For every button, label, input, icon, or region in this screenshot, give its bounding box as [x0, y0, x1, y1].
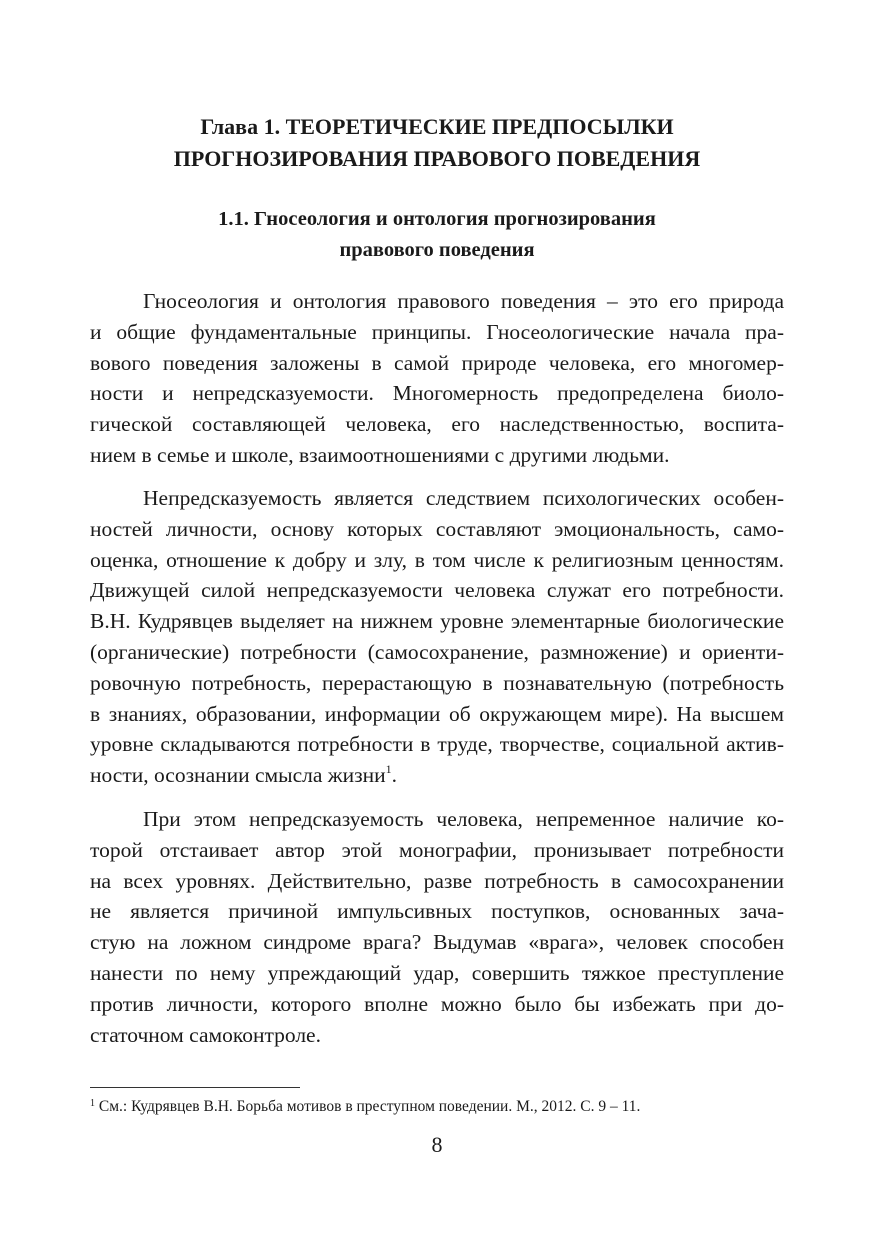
text-line: При этом непредсказуемость человека, непременное наличие ко-: [143, 807, 784, 831]
text-line: нанести по нему упреждающий удар, совершить тяжкое преступление: [90, 960, 784, 985]
footnote-reference[interactable]: 1: [385, 762, 392, 777]
text-line: уровне складываются потребности в труде, творчестве, социальной актив-: [90, 732, 784, 757]
footnote-text: См.: Кудрявцев В.Н. Борьба мотивов в преступном поведении. М., 2012. С. 9 – 11.: [95, 1098, 641, 1115]
chapter-title-line: Глава 1. ТЕОРЕТИЧЕСКИЕ ПРЕДПОСЫЛКИ: [200, 114, 674, 139]
text-line: и общие фундаментальные принципы. Гносеологические начала пра-: [90, 319, 784, 344]
section-title: [90, 204, 784, 266]
chapter-title: [90, 111, 784, 175]
paragraph-2: [90, 483, 784, 791]
text-line: не является причиной импульсивных поступков, основанных зача-: [90, 899, 784, 924]
page-number: 8: [431, 1132, 443, 1157]
text-line: оценка, отношение к добру и злу, в том числе к религиозным ценностям.: [90, 547, 784, 572]
text-line: Движущей силой непредсказуемости человека служат его потребности.: [90, 578, 784, 603]
text-line: Непредсказуемость является следствием психологических особен-: [143, 486, 784, 510]
text-fragment: ности, осознании смысла жизни: [90, 763, 386, 788]
text-line: ности и непредсказуемости. Многомерность предопределена биоло-: [90, 381, 784, 406]
chapter-title-line: ПРОГНОЗИРОВАНИЯ ПРАВОВОГО ПОВЕДЕНИЯ: [173, 146, 701, 171]
text-line: торой отстаивает автор этой монографии, пронизывает потребности: [90, 837, 784, 862]
text-line: ностей личности, основу которых составляют эмоциональность, само-: [90, 516, 784, 541]
text-line: стую на ложном синдроме врага? Выдумав «врага», человек способен: [90, 930, 784, 955]
paragraph-3: [90, 804, 784, 1050]
section-title-line: правового поведения: [339, 239, 535, 261]
text-fragment: .: [391, 763, 398, 788]
text-line: против личности, которого вполне можно было бы избежать при до-: [90, 991, 784, 1016]
text-line: Гносеология и онтология правового поведения – это его природа: [143, 289, 784, 313]
section-title-line: 1.1. Гносеология и онтология прогнозирования: [218, 208, 656, 230]
footnote: [90, 1097, 784, 1117]
text-line: в знаниях, образовании, информации об окружающем мире). На высшем: [90, 701, 784, 726]
text-line: статочном самоконтроле.: [90, 1022, 321, 1047]
paragraph-1: [90, 286, 784, 471]
text-line: ровочную потребность, перерастающую в познавательную (потребность: [90, 670, 784, 695]
text-line: (органические) потребности (самосохранение, размножение) и ориенти-: [90, 639, 784, 664]
text-line: нием в семье и школе, взаимоотношениями с другими людьми.: [90, 442, 670, 467]
footnote-marker: 1: [90, 1098, 95, 1109]
document-page: [90, 0, 784, 1240]
text-line: В.Н. Кудрявцев выделяет на нижнем уровне элементарные биологические: [90, 609, 784, 634]
text-line: на всех уровнях. Действительно, разве потребность в самосохранении: [90, 868, 784, 893]
text-line: гической составляющей человека, его наследственностью, воспита-: [90, 412, 784, 437]
text-line-with-footnote: [90, 760, 784, 791]
footnote-divider: [90, 1087, 300, 1088]
text-line: вового поведения заложены в самой природе человека, его многомер-: [90, 350, 784, 375]
